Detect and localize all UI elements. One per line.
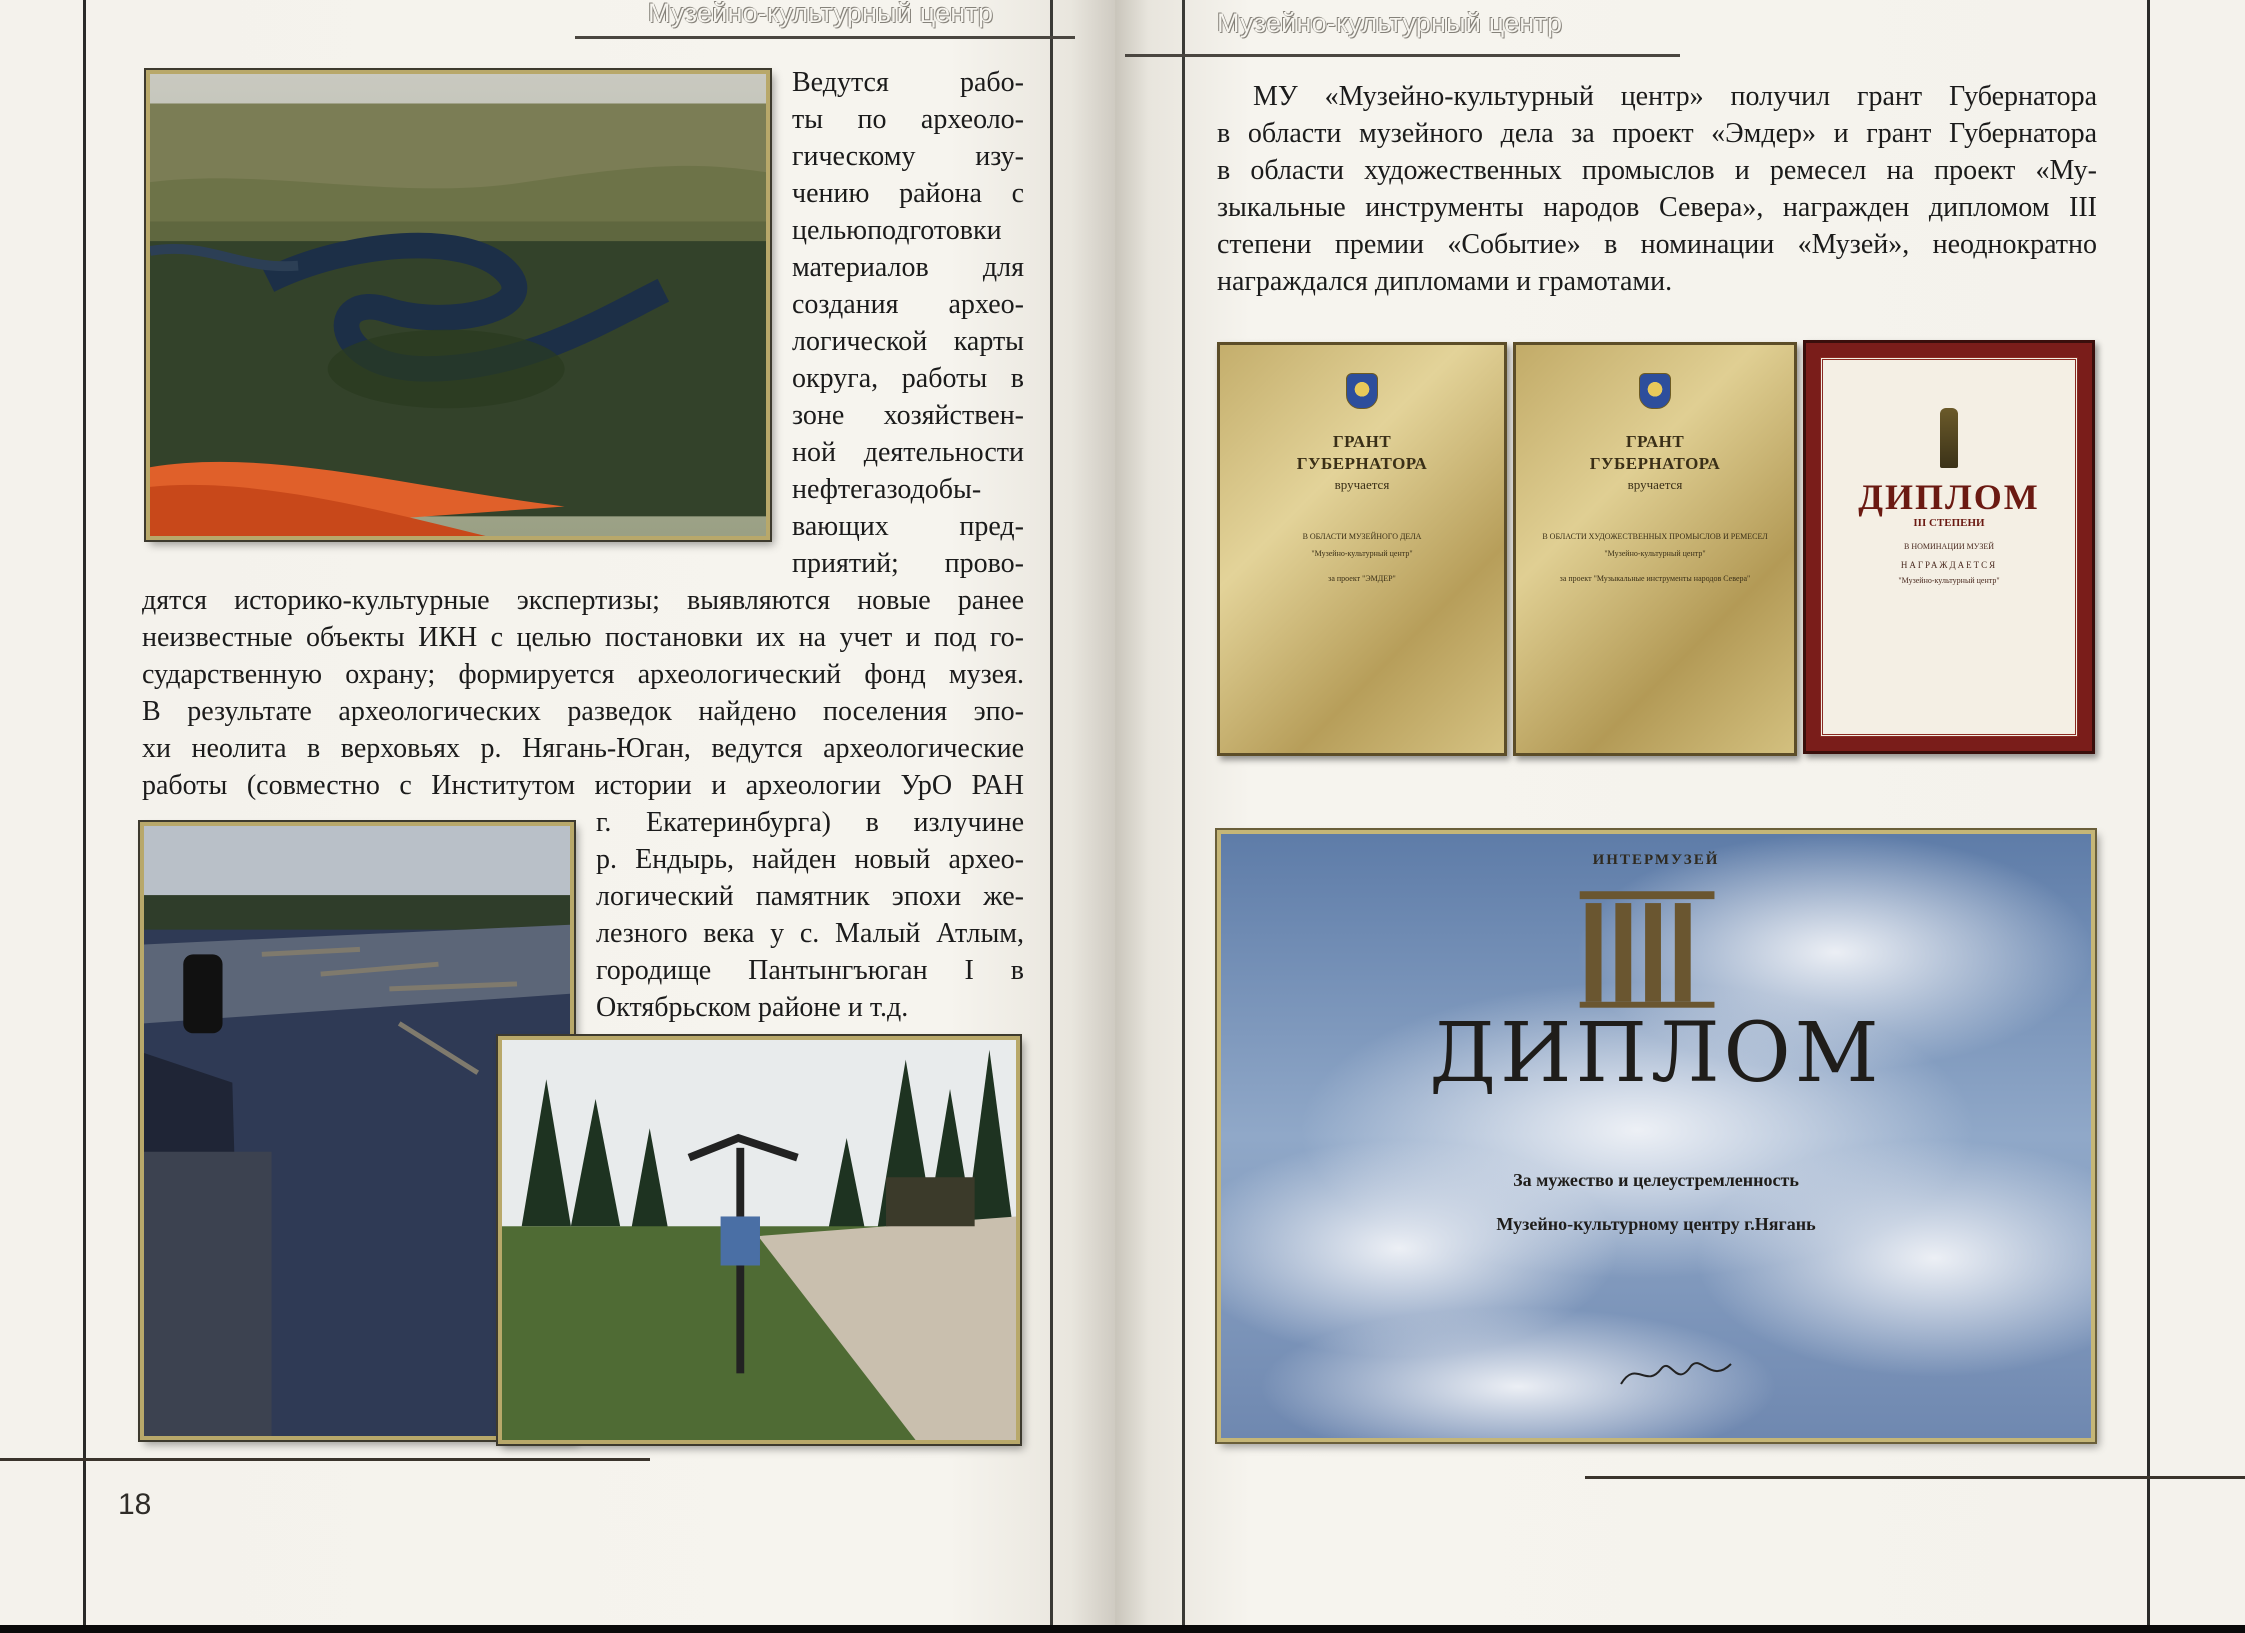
full-line: хи неолита в верховьях р. Нягань-Юган, ведутся археологические <box>142 733 1024 764</box>
diploma-third-degree <box>1803 340 2095 754</box>
full-line: работы (совместно с Институтом истории и археологии УрО РАН <box>142 770 1024 801</box>
grant-sub: вручается <box>1627 477 1683 492</box>
governor-grant-crafts <box>1513 342 1797 756</box>
grant-org: "Музейно-культурный центр" <box>1311 549 1413 558</box>
intro-line: нефтегазодобы- <box>792 474 982 505</box>
header-rule-left <box>575 36 1075 39</box>
grant-title-line1: ГРАНТ <box>1332 432 1392 451</box>
intro-line: Ведутся рабо- <box>792 67 1024 98</box>
forest-sign-photo <box>498 1036 1020 1444</box>
para-line: награждался дипломами и грамотами. <box>1217 266 1673 297</box>
signature-mark <box>1616 1354 1736 1394</box>
aerial-river-image <box>150 74 766 536</box>
intro-column <box>792 64 1024 582</box>
aerial-river-photo <box>146 70 770 540</box>
full-line: неизвестные объекты ИКН с целью постановки их на учет и под го- <box>142 622 1024 653</box>
intro-line: вающих пред- <box>792 511 1024 542</box>
grant-org: "Музейно-культурный центр" <box>1604 549 1706 558</box>
diploma-emblem-icon <box>1940 408 1958 468</box>
intro-line: ной деятельности <box>792 437 1024 468</box>
diploma-title: ДИПЛОМ <box>1858 477 2040 517</box>
intro-line: приятий; прово- <box>792 548 1024 579</box>
para-line: степени премии «Событие» в номинации «Музей», неоднократно <box>1217 229 2097 260</box>
grant-sub: вручается <box>1334 477 1390 492</box>
intro-line: цельюподготовки <box>792 215 1002 246</box>
grant-title <box>1590 431 1721 475</box>
para-line: в области художественных промыслов и ремесел на проект «Му- <box>1217 155 2097 186</box>
coat-of-arms-icon <box>1346 373 1378 409</box>
col-line: лезного века у с. Малый Атлым, <box>596 918 1024 949</box>
full-width-text <box>142 582 1024 804</box>
running-title-left: Музейно-культурный центр <box>648 0 994 28</box>
left-gutter-rule <box>1050 0 1053 1625</box>
left-page <box>0 0 1115 1625</box>
diploma-org: "Музейно-культурный центр" <box>1898 576 2000 585</box>
col-line: г. Екатеринбурга) в излучине <box>596 807 1024 838</box>
full-line: сударственную охрану; формируется археологический фонд музея. <box>142 659 1024 690</box>
diploma-inner-frame <box>1820 357 2078 737</box>
intro-line: гическому изу- <box>792 141 1024 172</box>
grant-field: В ОБЛАСТИ ХУДОЖЕСТВЕННЫХ ПРОМЫСЛОВ И РЕМЕСЕЛ <box>1542 532 1768 541</box>
header-rule-right <box>1125 54 1680 57</box>
page-number: 18 <box>118 1488 152 1521</box>
big-diploma-line2: Музейно-культурному центру г.Нягань <box>1496 1214 1816 1234</box>
footer-rule-right <box>1585 1476 2245 1479</box>
col-line: городище Пантынгъюган I в <box>596 955 1024 986</box>
col-line: логический памятник эпохи же- <box>596 881 1024 912</box>
intro-line: ты по археоло- <box>792 104 1024 135</box>
right-page <box>1115 0 2245 1625</box>
left-margin-rule <box>83 0 86 1625</box>
right-gutter-rule <box>1182 0 1185 1625</box>
para-line: зыкальные инструменты народов Севера», награжден дипломом III <box>1217 192 2097 223</box>
cloudy-sky-background <box>1221 834 2091 1438</box>
right-margin-rule <box>2147 0 2150 1625</box>
intermuseum-brand: ИНТЕРМУЗЕЙ <box>1592 852 1720 868</box>
para-line: в области музейного дела за проект «Эмдер» и грант Губернатора <box>1217 118 2097 149</box>
col-line: р. Ендырь, найден новый архео- <box>596 844 1024 875</box>
grant-title-line1: ГРАНТ <box>1625 432 1685 451</box>
footer-rule-left <box>0 1458 650 1461</box>
col-line: Октябрьском районе и т.д. <box>596 992 909 1023</box>
full-line: дятся историко-культурные экспертизы; выявляются новые ранее <box>142 585 1024 616</box>
diploma-awarded: НАГРАЖДАЕТСЯ <box>1900 560 1998 570</box>
intro-line: зоне хозяйствен- <box>792 400 1024 431</box>
intro-line: логической карты <box>792 326 1024 357</box>
para-line: МУ «Музейно-культурный центр» получил грант Губернатора <box>1253 81 2097 112</box>
grant-title <box>1297 431 1428 475</box>
intro-line: чению района с <box>792 178 1024 209</box>
grant-project: за проект "Музыкальные инструменты народов Севера" <box>1559 574 1751 583</box>
right-column-text <box>596 804 1024 1026</box>
awards-paragraph <box>1217 78 2097 300</box>
intro-line: округа, работы в <box>792 363 1024 394</box>
intermuseum-diploma <box>1217 830 2095 1442</box>
grant-project: за проект "ЭМДЕР" <box>1328 574 1396 583</box>
grant-title-line2: ГУБЕРНАТОРА <box>1589 454 1721 473</box>
intro-line: материалов для <box>792 252 1024 283</box>
grant-title-line2: ГУБЕРНАТОРА <box>1296 454 1428 473</box>
big-diploma-line1: За мужество и целеустремленность <box>1513 1170 1799 1190</box>
diploma-nomination: В НОМИНАЦИИ МУЗЕЙ <box>1903 542 1994 551</box>
full-line: В результате археологических разведок найдено поселения эпо- <box>142 696 1024 727</box>
coat-of-arms-icon <box>1639 373 1671 409</box>
diploma-degree: III СТЕПЕНИ <box>1913 517 1985 529</box>
intro-line: создания архео- <box>792 289 1024 320</box>
grant-field: В ОБЛАСТИ МУЗЕЙНОГО ДЕЛА <box>1302 532 1422 541</box>
running-title-right: Музейно-культурный центр <box>1217 8 1563 38</box>
big-diploma-title: ДИПЛОМ <box>1429 1006 1883 1101</box>
forest-sign-image <box>502 1040 1016 1440</box>
governor-grant-museum <box>1217 342 1507 756</box>
